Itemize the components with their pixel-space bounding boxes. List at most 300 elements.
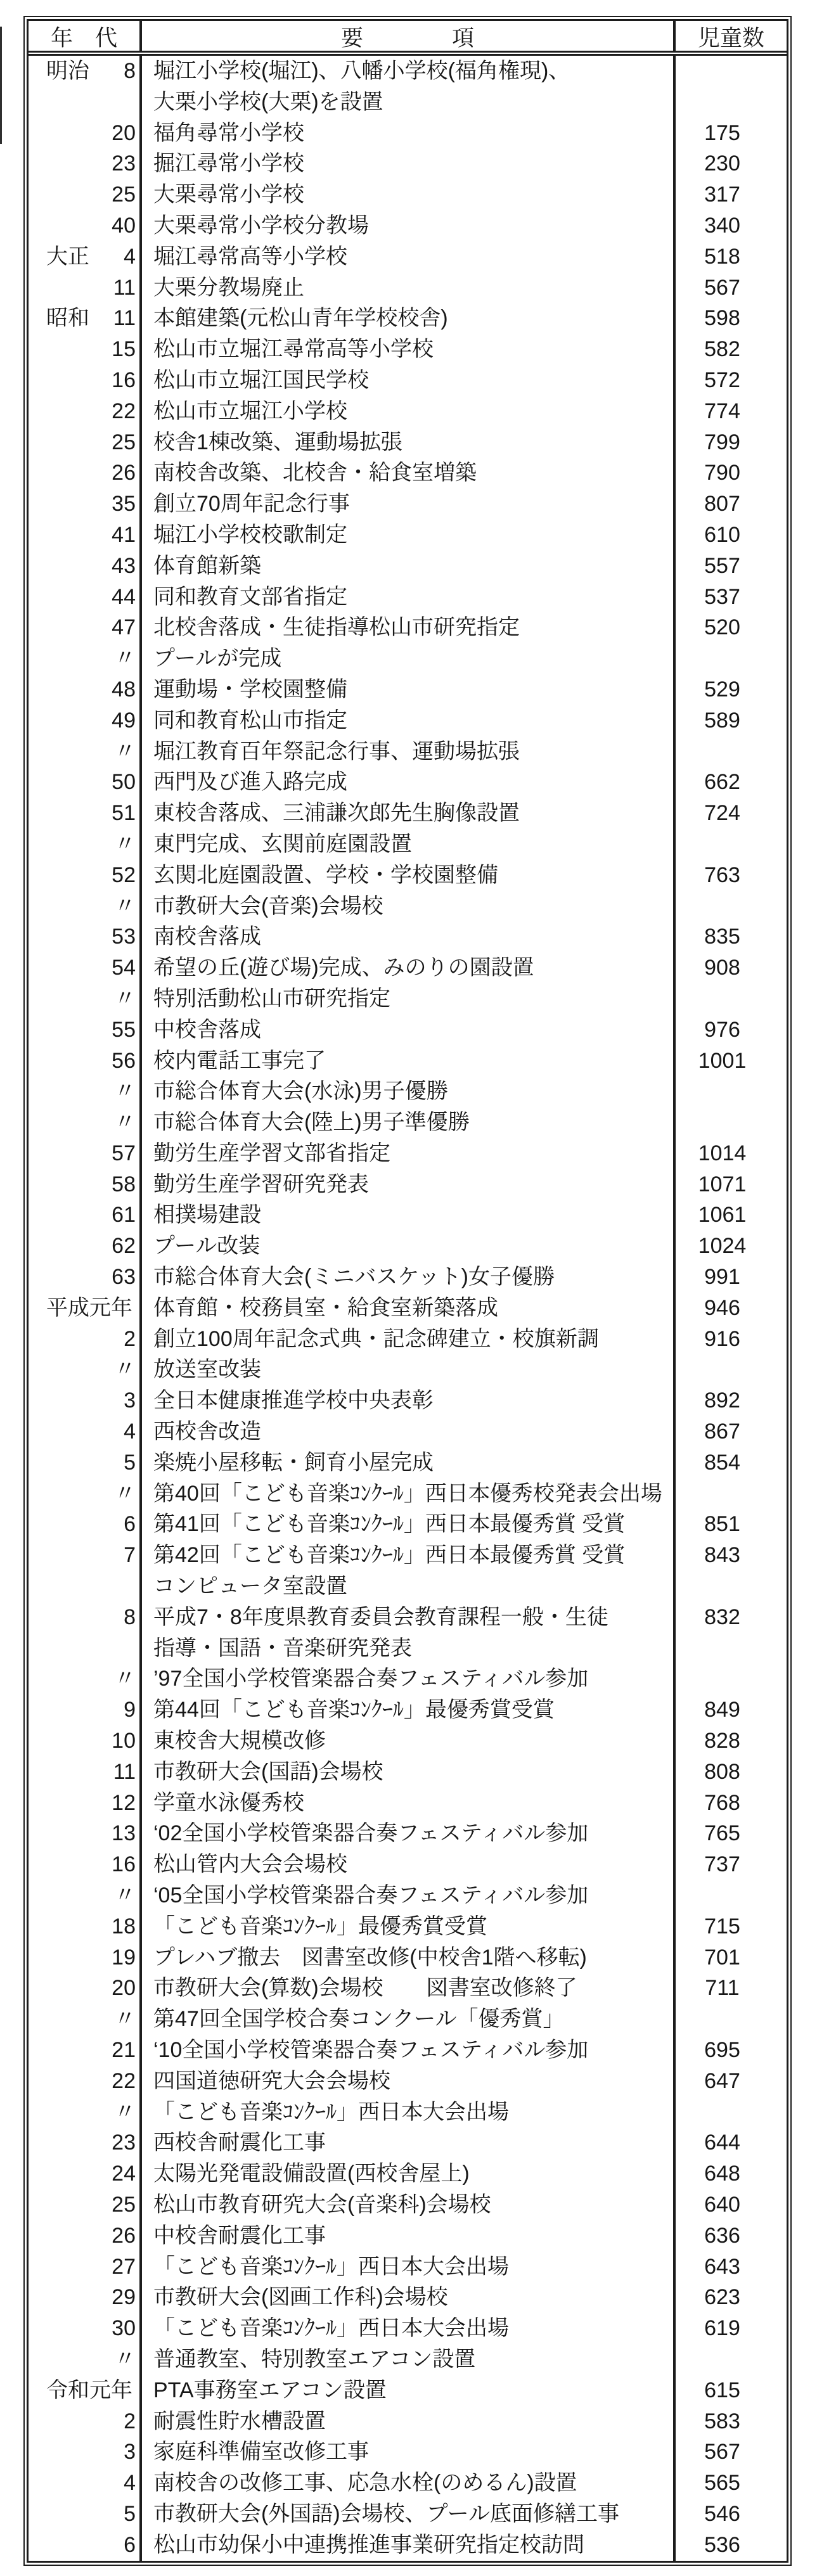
era-cell [29,2097,142,2128]
item-cell [142,56,676,118]
table-row [29,272,787,304]
year-number: 52 [112,862,136,887]
era-label: 明治 [46,59,89,83]
table-row [29,2189,787,2220]
item-cell [142,2158,676,2189]
item-line: 大栗尋常小学校分教場 [153,213,369,238]
count-cell: 317 [704,183,740,207]
count-cell: 340 [704,213,740,238]
year-number: 55 [112,1017,136,1042]
item-cell [142,1788,676,1819]
table-row [29,767,787,798]
era-cell [29,1138,142,1169]
year-number: 35 [112,492,136,516]
count-cell: 916 [704,1326,740,1351]
table-row [29,2313,787,2344]
item-cell [142,2127,676,2158]
item-line: 放送室改装 [153,1357,261,1382]
item-line: 松山市立堀江国民学校 [153,368,369,392]
table-row [29,1663,787,1695]
count-cell [676,891,787,922]
era-cell [29,1726,142,1757]
table-row [29,1354,787,1385]
item-cell [142,148,676,179]
table-row [29,334,787,365]
item-cell [142,1911,676,1942]
era-cell [29,458,142,489]
count-cell: 643 [704,2254,740,2279]
item-line: 市総合体育大会(ミニバスケット)女子優勝 [153,1265,555,1290]
count-cell: 737 [704,1852,740,1877]
item-line: 同和教育文部省指定 [153,584,347,609]
count-cell: 1001 [698,1048,747,1073]
year-number: 21 [112,2038,136,2062]
item-cell [142,1602,676,1664]
count-cell: 976 [704,1017,740,1042]
year-number: 47 [112,615,136,640]
year-number: 53 [112,925,136,949]
count-cell [676,1478,787,1509]
item-line: 西校舎改造 [153,1419,261,1444]
era-cell [29,1416,142,1447]
era-cell [29,489,142,520]
year-number: 10 [112,1729,136,1753]
count-cell [676,1663,787,1695]
count-cell: 582 [704,337,740,362]
item-cell [142,1138,676,1169]
year-number: 22 [112,2068,136,2093]
item-cell [142,427,676,458]
year-number: 30 [112,2316,136,2341]
item-line: 東校舎大規模改修 [153,1729,326,1753]
year-number: 56 [112,1048,136,1073]
item-line: 楽焼小屋移転・飼育小屋完成 [153,1450,434,1475]
item-line: プールが完成 [153,646,282,671]
era-cell [29,2127,142,2158]
year-number: 〃 [114,986,136,1011]
item-cell [142,2468,676,2499]
era-cell [29,1015,142,1046]
year-number: 4 [124,1419,136,1444]
era-cell [29,2158,142,2189]
year-number: 8 [124,1605,136,1629]
item-line: 普通教室、特別教室エアコン設置 [153,2347,476,2371]
count-cell: 908 [704,956,740,980]
item-cell [142,2189,676,2220]
year-number: 5 [124,1450,136,1475]
item-line: 学童水泳優秀校 [153,1790,304,1815]
count-cell: 695 [704,2038,740,2062]
item-line: 松山市教育研究大会(音楽科)会場校 [153,2192,491,2217]
era-cell [29,2530,142,2561]
year-number: 5 [124,2501,136,2526]
item-cell [142,674,676,705]
item-cell [142,2035,676,2066]
count-cell: 536 [704,2532,740,2557]
era-cell [29,798,142,829]
year-number: 27 [112,2254,136,2279]
item-cell [142,2252,676,2283]
era-cell [29,612,142,643]
item-line: 体育館新築 [153,553,261,578]
item-line: 堀江教育百年祭記念行事、運動場拡張 [153,739,520,764]
item-cell [142,1293,676,1324]
table-row [29,1107,787,1138]
item-line: 松山市立堀江小学校 [153,399,347,423]
year-number: 40 [112,213,136,238]
count-cell: 565 [704,2471,740,2496]
year-number: 16 [112,1852,136,1877]
table-row [29,2499,787,2530]
count-cell [676,736,787,767]
era-cell [29,2282,142,2313]
item-cell [142,1880,676,1911]
year-number: 〃 [114,1481,136,1506]
item-line: 第47回全国学校合奏コンクール「優秀賞」 [153,2007,565,2032]
table-row [29,1818,787,1849]
year-number: 〃 [114,2007,136,2032]
item-line: 東校舎落成、三浦謙次郎先生胸像設置 [153,801,520,826]
year-number: 48 [112,677,136,702]
era-label: 昭和 [46,306,89,331]
count-cell [676,829,787,860]
era-cell [29,1509,142,1540]
year-number: 6 [124,2532,136,2557]
item-cell [142,520,676,551]
count-cell: 230 [704,151,740,176]
item-cell [142,1107,676,1138]
item-line: ‘10全国小学校管楽器合奏フェスティバル参加 [153,2038,589,2062]
table-row [29,1942,787,1973]
table-row [29,210,787,241]
era-label: 平成元年 [46,1295,132,1320]
count-cell: 518 [704,244,740,269]
count-cell: 832 [704,1605,740,1629]
table-row [29,829,787,860]
item-cell [142,2375,676,2406]
year-number: 51 [112,801,136,826]
era-cell [29,1107,142,1138]
count-cell [676,643,787,674]
item-cell [142,210,676,241]
item-line: 堀江小学校校歌制定 [153,522,347,547]
count-cell: 546 [704,2501,740,2526]
item-line: 本館建築(元松山青年学校校舎) [153,306,448,331]
era-cell [29,2437,142,2468]
table-row [29,2097,787,2128]
item-line: PTA事務室エアコン設置 [153,2378,387,2402]
item-cell [142,1354,676,1385]
table-row [29,56,787,118]
table-row [29,2004,787,2035]
era-cell [29,210,142,241]
era-cell [29,1478,142,1509]
item-line: 西校舎耐震化工事 [153,2131,326,2155]
item-cell [142,303,676,334]
count-cell: 892 [704,1388,740,1413]
table-row [29,1447,787,1478]
year-number: 62 [112,1234,136,1259]
item-cell [142,2004,676,2035]
table-row [29,1695,787,1726]
era-cell [29,1354,142,1385]
count-cell: 1061 [698,1203,747,1227]
item-cell [142,860,676,891]
table-row [29,1973,787,2004]
count-cell: 946 [704,1295,740,1320]
item-cell [142,1447,676,1478]
table-row [29,303,787,334]
count-cell: 644 [704,2131,740,2155]
item-cell [142,2066,676,2097]
item-cell [142,921,676,952]
era-cell [29,582,142,613]
year-number: 〃 [114,1079,136,1104]
count-cell: 1071 [698,1172,747,1196]
year-number: 54 [112,956,136,980]
era-cell [29,1695,142,1726]
count-cell: 1024 [698,1234,747,1259]
item-line: 南校舎改築、北校舎・給食室増築 [153,461,477,485]
scan-edge-artifact [0,27,2,144]
count-cell [676,2344,787,2375]
item-cell [142,1416,676,1447]
item-cell [142,705,676,736]
item-line: 希望の丘(遊び場)完成、みのりの園設置 [153,956,534,980]
count-cell: 572 [704,368,740,392]
item-cell [142,2097,676,2128]
count-cell: 849 [704,1698,740,1722]
count-cell [676,1076,787,1107]
item-cell [142,272,676,304]
year-number: 29 [112,2285,136,2310]
era-cell [29,1942,142,1973]
item-cell [142,1046,676,1077]
year-number: 19 [112,1945,136,1970]
table-row [29,148,787,179]
year-number: 4 [124,2471,136,2496]
year-number: 50 [112,770,136,795]
item-cell [142,1540,676,1602]
table-row [29,427,787,458]
era-cell [29,1076,142,1107]
item-line: 中校舎落成 [153,1017,261,1042]
year-number: 4 [124,244,136,269]
era-cell [29,56,142,118]
item-cell [142,489,676,520]
item-line: 市教研大会(音楽)会場校 [153,894,383,918]
table-row [29,2406,787,2437]
table-row [29,1911,787,1942]
item-cell [142,241,676,272]
year-number: 20 [112,120,136,145]
table-row [29,705,787,736]
year-number: 61 [112,1203,136,1227]
table-row [29,984,787,1015]
item-line: ‘05全国小学校管楽器合奏フェスティバル参加 [153,1883,589,1908]
count-cell: 774 [704,399,740,423]
year-number: 2 [124,2409,136,2433]
item-cell [142,334,676,365]
era-cell [29,365,142,396]
era-cell [29,1602,142,1664]
item-cell [142,1231,676,1262]
count-cell: 1014 [698,1141,747,1165]
item-line: 校内電話工事完了 [153,1048,326,1073]
table-row [29,2375,787,2406]
count-cell: 808 [704,1759,740,1784]
era-cell [29,1818,142,1849]
item-line: 市教研大会(図画工作科)会場校 [153,2285,448,2310]
table-row [29,643,787,674]
item-line: 「こども音楽ｺﾝｸｰﾙ」西日本大会出場 [153,2099,509,2124]
item-line: 南校舎の改修工事、応急水栓(のめるん)設置 [153,2471,577,2496]
era-cell [29,952,142,984]
item-cell [142,643,676,674]
year-number: 57 [112,1141,136,1165]
year-number: 25 [112,183,136,207]
year-number: 6 [124,1512,136,1537]
item-line: 中校舎耐震化工事 [153,2223,326,2248]
table-row [29,2282,787,2313]
table-header-row [29,21,787,56]
table-row [29,952,787,984]
era-cell [29,1973,142,2004]
item-line: 松山市立堀江尋常高等小学校 [153,337,434,362]
table-row [29,1509,787,1540]
era-cell [29,1540,142,1602]
year-number: 11 [113,1759,136,1784]
count-cell: 175 [704,120,740,145]
count-cell: 598 [704,306,740,331]
count-cell: 991 [704,1265,740,1290]
year-number: 〃 [114,1110,136,1135]
table-row [29,2035,787,2066]
table-row [29,241,787,272]
item-cell [142,1695,676,1726]
year-number: 16 [112,368,136,392]
item-cell [142,1973,676,2004]
item-line: 校舎1棟改築、運動場拡張 [153,430,402,454]
count-cell: 790 [704,461,740,485]
item-cell [142,1169,676,1200]
year-number: 〃 [114,831,136,856]
item-line: 平成7・8年度県教育委員会教育課程一般・生徒 [153,1605,608,1629]
year-number: 〃 [114,2099,136,2124]
item-line: 玄関北庭園設置、学校・学校園整備 [153,862,498,887]
era-cell [29,2004,142,2035]
era-cell [29,921,142,952]
count-cell: 636 [704,2223,740,2248]
era-cell [29,1262,142,1293]
count-cell: 623 [704,2285,740,2310]
year-number: 〃 [114,894,136,918]
year-number: 8 [124,59,136,83]
era-label: 令和元年 [46,2378,132,2402]
item-cell [142,891,676,922]
year-number: 25 [112,430,136,454]
count-cell: 529 [704,677,740,702]
item-line: 創立70周年記念行事 [153,492,350,516]
table-row [29,118,787,149]
item-line: 東門完成、玄関前庭園設置 [153,831,412,856]
count-cell: 851 [704,1512,740,1537]
item-cell [142,2344,676,2375]
item-line: 堀江尋常高等小学校 [153,244,347,269]
table-row [29,179,787,210]
item-cell [142,1818,676,1849]
era-cell [29,2252,142,2283]
table-row [29,1138,787,1169]
item-line: プレハブ撤去 図書室改修(中校舎1階へ移転) [153,1945,587,1970]
era-cell [29,736,142,767]
era-cell [29,241,142,272]
item-cell [142,1757,676,1788]
item-line: 福角尋常小学校 [153,120,304,145]
item-line: 耐震性貯水槽設置 [153,2409,326,2433]
item-cell [142,1015,676,1046]
count-cell: 807 [704,492,740,516]
era-label: 大正 [46,244,89,269]
item-cell [142,1385,676,1416]
item-line: 運動場・学校園整備 [153,677,347,702]
item-line: 西門及び進入路完成 [153,770,347,795]
item-cell [142,612,676,643]
item-cell [142,1942,676,1973]
item-cell [142,2499,676,2530]
year-number: 15 [112,337,136,362]
era-cell [29,427,142,458]
era-cell [29,148,142,179]
item-line: 同和教育松山市指定 [153,708,347,733]
count-cell: 615 [704,2378,740,2402]
count-cell [676,984,787,1015]
era-cell [29,303,142,334]
era-cell [29,1046,142,1077]
count-cell: 835 [704,925,740,949]
era-cell [29,1200,142,1231]
count-cell: 799 [704,430,740,454]
item-line: 勤労生産学習研究発表 [153,1172,369,1196]
count-cell: 843 [704,1543,740,1568]
count-cell [676,2097,787,2128]
item-line: 家庭科準備室改修工事 [153,2440,369,2464]
item-line: 「こども音楽ｺﾝｸｰﾙ」最優秀賞受賞 [153,1914,487,1938]
item-cell [142,365,676,396]
item-line: 相撲場建設 [153,1203,261,1227]
era-cell [29,2035,142,2066]
item-line: 南校舎落成 [153,925,261,949]
item-line: 市総合体育大会(陸上)男子準優勝 [153,1110,470,1135]
table-row [29,2220,787,2252]
count-cell: 567 [704,275,740,300]
count-cell: 520 [704,615,740,640]
year-number: 〃 [114,2347,136,2371]
era-cell [29,643,142,674]
era-cell [29,2066,142,2097]
era-cell [29,396,142,427]
year-number: 25 [112,2192,136,2217]
count-cell: 648 [704,2162,740,2186]
count-cell [676,1107,787,1138]
table-row [29,1262,787,1293]
item-line: 市教研大会(国語)会場校 [153,1759,383,1784]
item-line: 全日本健康推進学校中央表彰 [153,1388,434,1413]
table-row [29,582,787,613]
count-cell: 765 [704,1821,740,1846]
era-cell [29,2344,142,2375]
table-row [29,1788,787,1819]
